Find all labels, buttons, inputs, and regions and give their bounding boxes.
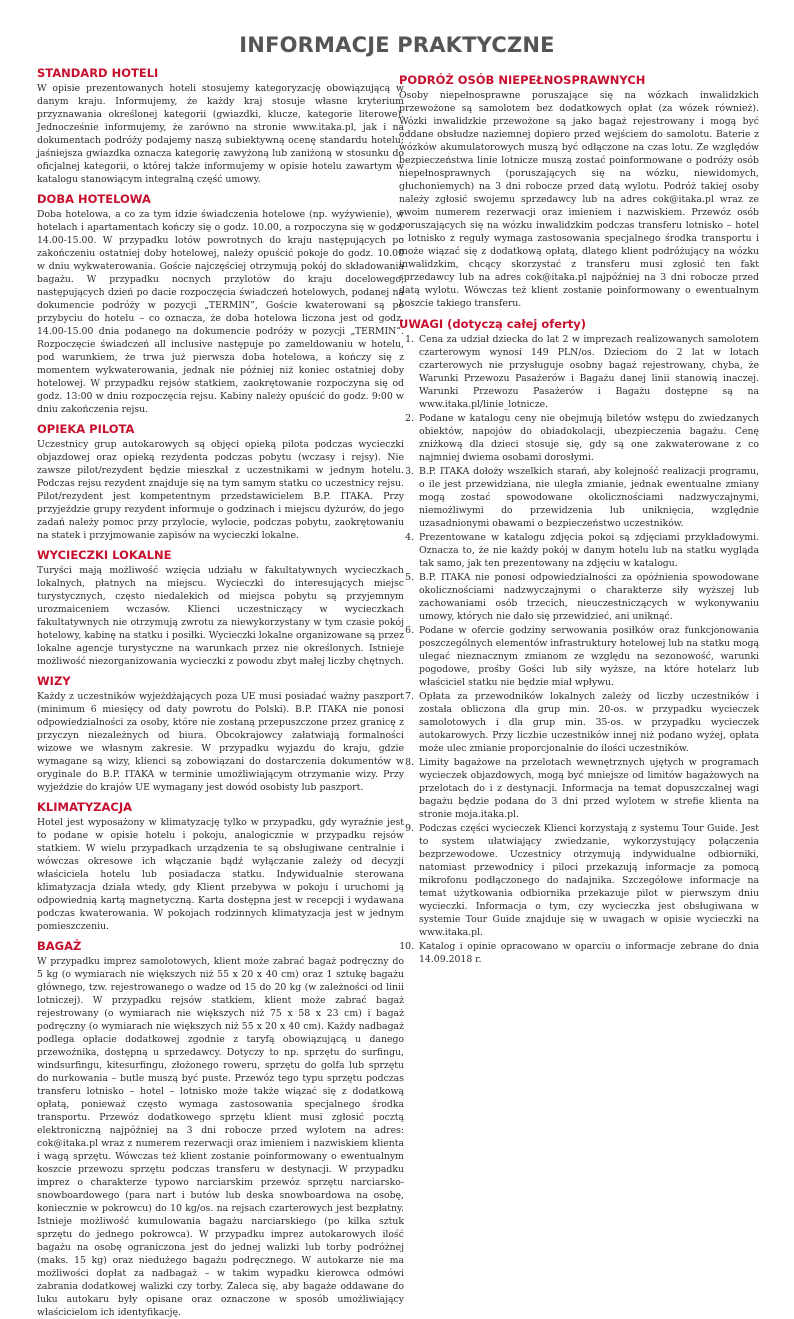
note-item: 5. B.P. ITAKA nie ponosi odpowiedzialności za opóźnienia spowodowane okolicznościami nadzwyczajnymi o charakterze siły wyższej lub zachowaniami osób trzecich, nieuczestniczących w wykonywaniu umowy, których nie dało się przewidzieć, ani uniknąć. [417,571,759,623]
section-heading-uwagi: UWAGI (dotyczą całej oferty) [399,317,586,331]
note-item: 7. Opłata za przewodników lokalnych zależy od liczby uczestników i została obliczona dla grup min. 20-os. w przypadku wycieczek samolotowych i dla grup min. 35-os. w przypadku wycieczek autokarowych. Przy liczbie uczestników innej niż podano wyżej, opłata może ulec zmianie proporcjonalnie do ilości uczestników. [417,690,759,755]
section-heading-podroz: PODRÓŻ OSÓB NIEPEŁNOSPRAWNYCH [399,73,646,87]
section-text-standard: W opisie prezentowanych hoteli stosujemy kategoryzację obowiązującą w danym kraju. Informujemy, że każdy kraj stosuje własne kryterium przyznawania określonej kategorii (gwiazdki, klucze, kategorie literowe). Jednocześnie informujemy, że zarówno na stronie www.itaka.pl, jak i na dokumentach podróży podajemy naszą subiektywną ocenę standardu hotelu; jaśniejsza gwiazdka oznacza kategorię zawyżoną lub zaniżoną w stosunku do oficjalnej kategorii, o której także informujemy w opisie hotelu zawartym w katalogu stanowiącym integralną część umowy. [37,83,404,185]
section-text-klima: Hotel jest wyposażony w klimatyzację tylko w przypadku, gdy wyraźnie jest to podane w opisie hotelu i pokoju, analogicznie w przypadku rejsów statkiem. W wielu przypadkach urządzenia te są obsługiwane centralnie i wówczas okresowe ich włączanie bądź wyłączanie zależy od decyzji właściciela hotelu lub posiadacza statku. Indywidualnie sterowana klimatyzacja działa wtedy, gdy Klient przebywa w pokoju i uruchomi ją odpowiednią kartą magnetyczną. Karta dostępna jest w recepcji i wydawana podczas kwaterowania. W pokojach rodzinnych klimatyzacja jest w jednym pomieszczeniu. [37,817,404,932]
note-item: 9. Podczas części wycieczek Klienci korzystają z systemu Tour Guide. Jest to system ułatwiający zwiedzanie, wykorzystujący połączenia bezprzewodowe. Uczestnicy otrzymują indywidualne odbiorniki, natomiast przewodnicy i piloci przekazują informacje za pomocą mikrofonu podłączonego do nadajnika. Szczegółowe informacje na temat użytkowania odbiornika przekazuje pilot w pierwszym dniu wycieczki. Informacja o tym, czy wycieczka jest obsługiwana w systemie Tour Guide znajduje się w uwagach w opisie wycieczki na www.itaka.pl. [417,822,759,939]
section-text-bagaz: W przypadku imprez samolotowych, klient może zabrać bagaż podręczny do 5 kg (o wymiarach nie większych niż 55 x 20 x 40 cm) oraz 1 sztukę bagażu głównego, tzw. rejestrowanego o wadze od 15 do 20 kg (w zależności od linii lotniczej). W przypadku rejsów statkiem, klient może zabrać bagaż rejestrowany (o wymiarach nie większych niż 75 x 58 x 23 cm) i bagaż podręczny (o wymiarach nie większych niż 55 x 20 x 40 cm). Każdy nadbagaż podlega opłacie dodatkowej zgodnie z taryfą obowiązującą u danego przewoźnika, dostępną u sprzedawcy. Dotyczy to np. sprzętu do surfingu, windsurfingu, kitesurfingu, złożonego roweru, sprzętu do golfa lub sprzętu do nurkowania – butle muszą być puste. Przewóz tego typu sprzętu podczas transferu lotnisko – hotel – lotnisko może także wiązać się z dodatkową opłatą, ponieważ często wymaga zastosowania specjalnego środka transportu. Przewóz dodatkowego sprzętu klient musi zgłosić pocztą elektroniczną najpóźniej na 3 dni robocze przed wylotem na adres: cok@itaka.pl wraz z numerem rezerwacji oraz imieniem i nazwiskiem klienta i wagą sprzętu. Wówczas też klient zostanie poinformowany o ewentualnym koszcie przewozu sprzętu podczas transferu w destynacji. W przypadku imprez o charakterze typowo narciarskim przewóz sprzętu narciarsko-snowboardowego (para nart i butów lub deska snowboardowa na osobę, koniecznie w pokrowcu) do 10 kg/os. na rejsach czarterowych jest bezpłatny. Istnieje możliwość kumulowania bagażu narciarskiego (po kilka sztuk sprzętu do jednego pokrowca). W przypadku imprez autokarowych ilość bagażu na osobę ograniczona jest do jednej walizki lub torby podróżnej (maks. 15 kg) oraz niedużego bagażu podręcznego. W autokarze nie ma możliwości dopłat za nadbagaż – w takim wypadku kierowca odmówi zabrania dodatkowej walizki czy torby. Zaleca się, aby bagaże oddawane do luku autokaru były opisane oraz oznaczone w sposób umożliwiający właścicielom ich identyfikację. [37,956,404,1318]
note-item: 10. Katalog i opinie opracowano w oparciu o informacje zebrane do dnia 14.09.2018 r. [417,940,759,966]
section-text-podroz: Osoby niepełnosprawne poruszające się na wózkach inwalidzkich przewożone są samolotem bez dodatkowych opłat (za wózek również). Wózki inwalidzkie przewożone są jako bagaż rejestrowany i mogą być oddane obsłudze naziemnej dopiero przed wejściem do samolotu. Baterie z wózków akumulatorowych muszą być odłączone na czas lotu. Ze względów bezpieczeństwa linie lotnicze muszą zostać poinformowane o podróży osób niepełnosprawnych (poruszających się na wózku, niewidomych, głuchoniemych) na 3 dni robocze przed datą wylotu. Podróż takiej osoby należy zgłosić swojemu sprzedawcy lub na adres cok@itaka.pl wraz ze swoim numerem rezerwacji oraz imieniem i nazwiskiem. Przewóz osób poruszających się na wózku inwalidzkim podczas transferu lotnisko – hotel – lotnisko z reguły wymaga zastosowania specjalnego środka transportu i może wiązać się z dodatkową opłatą, dlatego klient podróżujący na wózku inwalidzkim, chcący skorzystać z transferu musi zgłosić ten fakt sprzedawcy lub na adres cok@itaka.pl najpóźniej na 3 dni robocze przed datą wylotu. Wówczas też klient zostanie poinformowany o ewentualnym koszcie takiego transferu. [399,90,759,309]
section-text-wycieczki: Turyści mają możliwość wzięcia udziału w fakultatywnych wycieczkach lokalnych, płatnych na miejscu. Wycieczki do interesujących miejsc turystycznych, często niedalekich od miejsca pobytu są przyjemnym urozmaiceniem wczasów. Klienci uczestniczący w wycieczkach fakultatywnych nie otrzymują zwrotu za niewykorzystany w tym czasie pokój hotelowy, kabinę na statku i posiłki. Wycieczki lokalne organizowane są przez lokalne agencje turystyczne na warunkach przez nie określonych. Istnieje możliwość niezorganizowania wycieczki z powodu zbyt małej liczby chętnych. [37,565,405,667]
section-heading-standard: STANDARD HOTELI [37,66,159,80]
notes-list [399,333,759,966]
left-column [37,66,404,1319]
right-column [399,66,759,967]
section-heading-opieka: OPIEKA PILOTA [37,422,135,436]
note-item: 2. Podane w katalogu ceny nie obejmują biletów wstępu do zwiedzanych obiektów, napojów do obiadokolacji, ubezpieczenia bagażu. Cenę zniżkową dla dzieci stosuje się, gdy są one zakwaterowane z co najmniej dwiema osobami dorosłymi. [417,412,759,464]
section-text-doba: Doba hotelowa, a co za tym idzie świadczenia hotelowe (np. wyżywienie), w hotelach i apartamentach kończy się o godz. 10.00, a rozpoczyna się w godz. 14.00-15.00. W przypadku lotów powrotnych do kraju następujących po zakończeniu ostatniej doby hotelowej, należy opuścić pokoje do godz. 10.00 w dniu wykwaterowania. Goście najczęściej otrzymują pokój do składowania bagażu. W przypadku nocnych przylotów do kraju docelowego, następujących dzień po dacie rozpoczęcia świadczeń hotelowych, podanej na dokumencie podróży w pozycji „TERMIN”, Goście kwaterowani są po przybyciu do hotelu – co oznacza, że doba hotelowa liczona jest od godz. 14.00-15.00 dnia podanego na dokumencie podróży w pozycji „TERMIN”. Rozpoczęcie świadczeń all inclusive następuje po zameldowaniu w hotelu, pod warunkiem, że trwa już pierwsza doba hotelowa, a kończy się z momentem wykwaterowania, jednak nie później niż koniec ostatniej doby hotelowej. W przypadku rejsów statkiem, zaokrętowanie rozpoczyna się od godz. 13:00 w dniu rozpoczęcia rejsu. Kabiny należy opuścić do godz. 9:00 w dniu zakończenia rejsu. [37,209,404,415]
note-item: 4. Prezentowane w katalogu zdjęcia pokoi są zdjęciami przykładowymi. Oznacza to, że nie każdy pokój w danym hotelu lub na statku wygląda tak samo, jak ten prezentowany na zdjęciu w katalogu. [417,531,759,570]
note-item: 8. Limity bagażowe na przelotach wewnętrznych ujętych w programach wycieczek objazdowych, mogą być mniejsze od limitów bagażowych na przelotach do i z destynacji. Informacja na temat dopuszczalnej wagi bagażu będzie podana do 3 dni przed wylotem w strefie klienta na stronie moja.itaka.pl. [417,756,759,821]
section-heading-bagaz: BAGAŻ [37,939,82,953]
section-heading-wizy: WIZY [37,674,71,688]
note-item: 6. Podane w ofercie godziny serwowania posiłków oraz funkcjonowania poszczególnych elementów infrastruktury hotelowej lub na statku mogą ulegać nieznacznym zmianom ze względu na sezonowość, warunki pogodowe, prośby Gości lub siły wyższe, na które hotelarz lub właściciel statku nie będzie miał wpływu. [417,624,759,689]
section-heading-wycieczki: WYCIECZKI LOKALNE [37,548,172,562]
note-item: 3. B.P. ITAKA dołoży wszelkich starań, aby kolejność realizacji programu, o ile jest przewidziana, nie uległa zmianie, jednak ewentualne zmiany mogą zostać spowodowane okolicznościami nadzwyczajnymi, niemożliwymi do przewidzenia lub uniknięcia, względnie uzasadnionymi obawami o bezpieczeństwo uczestników. [417,465,759,530]
section-text-wizy: Każdy z uczestników wyjeżdżających poza UE musi posiadać ważny paszport (minimum 6 miesięcy od daty powrotu do Polski). B.P. ITAKA nie ponosi odpowiedzialności za osoby, które nie zostaną przepuszczone przez granicę z przyczyn niezależnych od biura. Obcokrajowcy załatwiają formalności wizowe we własnym zakresie. W przypadku wyjazdu do kraju, gdzie wymagane są wizy, klienci są zobowiązani do dostarczenia dokumentów w oryginale do B.P. ITAKA w terminie umożliwiającym otrzymanie wizy. Przy wyjeździe do krajów UE wymagany jest dowód osobisty lub paszport. [37,691,404,793]
section-heading-doba: DOBA HOTELOWA [37,192,151,206]
note-item: 1. Cena za udział dziecka do lat 2 w imprezach realizowanych samolotem czarterowym wynosi 149 PLN/os. Dzieciom do 2 lat w lotach czarterowych nie przysługuje osobny bagaż rejestrowany, chyba, że Warunki Przewozu Pasażerów i Bagażu danej linii stanowią inaczej. Warunki Przewozu Pasażerów i Bagażu dostępne są na www.itaka.pl/linie_lotnicze. [417,333,759,411]
page-title: INFORMACJE PRAKTYCZNE [239,33,555,57]
section-heading-klima: KLIMATYZACJA [37,800,132,814]
section-text-opieka: Uczestnicy grup autokarowych są objęci opieką pilota podczas wycieczki objazdowej oraz opieką rezydenta podczas pobytu (wczasy i rejsy). Nie zawsze pilot/rezydent będzie mieszkał z uczestnikami w jednym hotelu. Podczas rejsu rezydent znajduje się na tym samym statku co uczestnicy rejsu. Pilot/rezydent jest kompetentnym przedstawicielem B.P. ITAKA. Przy przyjeździe grupy rezydent informuje o godzinach i miejscu dyżurów, do jego zadań należy pomoc przy przylocie, wylocie, podczas pobytu, zaokrętowaniu na statek i przyjmowanie zapisów na wycieczki lokalne. [37,439,404,541]
